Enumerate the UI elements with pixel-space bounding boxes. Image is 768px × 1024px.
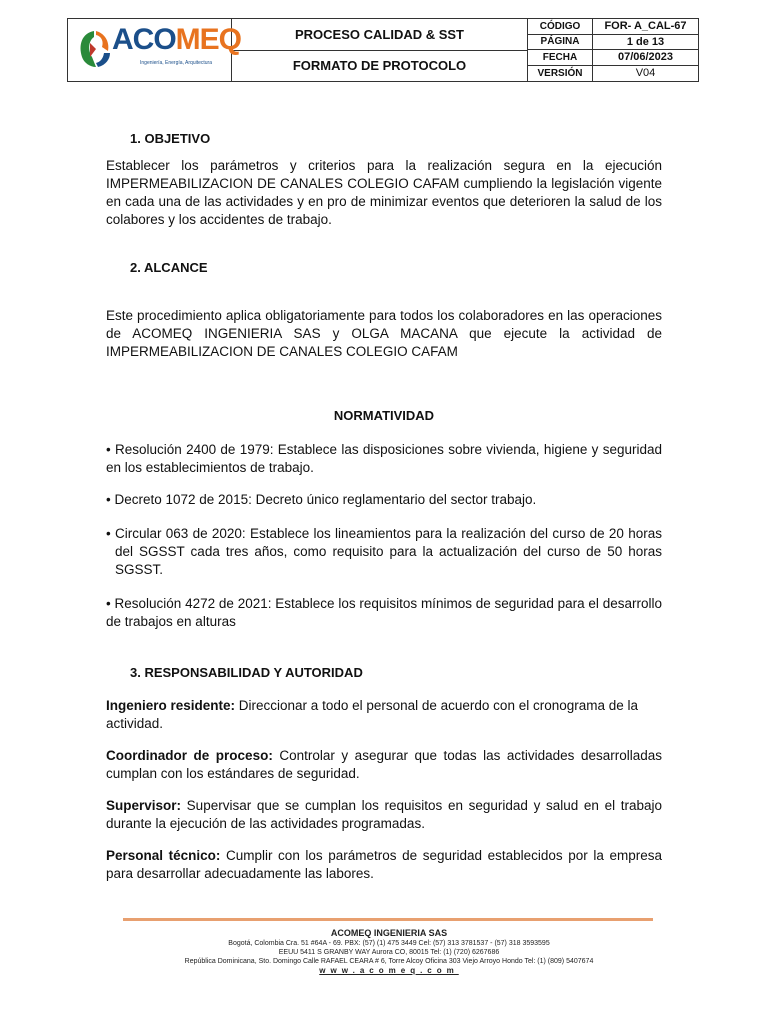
document-header xyxy=(67,18,699,82)
footer-address-eeuu: EEUU 5411 S GRANBY WAY Aurora CO, 80015 Tel: (1) (720) 6267686 xyxy=(278,949,500,956)
norma-item-3-bullet: • xyxy=(106,526,111,541)
document-info-table xyxy=(528,19,698,81)
norma-item-3: Circular 063 de 2020: Establece los lineamientos para la realización del curso de 20 horas del SGSST cada tres años, como requisito para la actualización del curso de 50 horas SGSST. xyxy=(115,526,662,577)
footer-divider xyxy=(123,918,653,921)
footer-company: ACOMEQ INGENIERIA SAS xyxy=(330,928,448,938)
norma-item-4: • Resolución 4272 de 2021: Establece los requisitos mínimos de seguridad para el desarrollo de trabajos en alturas xyxy=(106,596,662,629)
section-alcance-text: Este procedimiento aplica obligatoriamente para todos los colaboradores en las operaciones de ACOMEQ INGENIERIA SAS y OLGA MACANA que ejecute la actividad de IMPERMEABILIZACION DE CANALES COLEGIO CAFAM xyxy=(106,308,662,359)
codigo-label: CÓDIGO xyxy=(528,19,593,35)
codigo-value: FOR- A_CAL-67 xyxy=(593,19,698,35)
fecha-value: 07/06/2023 xyxy=(593,50,698,66)
header-title-process: PROCESO CALIDAD & SST xyxy=(232,19,527,51)
fecha-label: FECHA xyxy=(528,50,593,66)
resp-coordinador: Coordinador de proceso: Controlar y asegurar que todas las actividades desarrolladas cumplan con los estándares de seguridad. xyxy=(106,748,663,781)
footer-address-dominicana: República Dominicana, Sto. Domingo Calle RAFAEL CEARA # 6, Torre Alcoy Oficina 303 Viejo Arroyo Hondo Tel: (1) (809) 5407674 xyxy=(184,958,594,965)
logo-tagline: Ingeniería, Energía, Arquitectura xyxy=(140,60,212,66)
resp-personal-tecnico: Personal técnico: Cumplir con los parámetros de seguridad establecidos por la empresa para desarrollar adecuadamente las labores. xyxy=(106,848,662,881)
norma-item-2: • Decreto 1072 de 2015: Decreto único reglamentario del sector trabajo. xyxy=(106,492,537,507)
footer-website-link[interactable]: www.acomeq.com xyxy=(319,966,459,975)
footer-address-colombia: Bogotá, Colombia Cra. 51 #64A - 69. PBX: (57) (1) 475 3449 Cel: (57) 313 3781537 - (57) 318 3593595 xyxy=(228,940,550,947)
version-value: V04 xyxy=(635,67,656,80)
section-objetivo-text: Establecer los parámetros y criterios para la realización segura en la ejecución IMPERMEABILIZACION DE CANALES COLEGIO CAFAM cumpliendo la legislación vigente en cada una de las actividades y en pro de minimizar eventos que deterioren la salud de los colabores y los accidentes de trabajo. xyxy=(106,158,662,227)
pagina-value: 1 de 13 xyxy=(593,35,698,51)
version-label: VERSIÓN xyxy=(528,66,593,82)
page-footer xyxy=(100,928,678,975)
logo xyxy=(68,19,242,81)
pagina-label: PÁGINA xyxy=(528,35,593,51)
resp-ingeniero: Ingeniero residente: Direccionar a todo el personal de acuerdo con el cronograma de la actividad. xyxy=(106,698,639,731)
section-objetivo-title: 1. OBJETIVO xyxy=(130,131,211,146)
section-normatividad-title: NORMATIVIDAD xyxy=(333,408,435,423)
resp-supervisor: Supervisor: Supervisar que se cumplan los requisitos en seguridad y salud en el trabajo durante la ejecución de las actividades programadas. xyxy=(106,798,662,831)
section-responsabilidad-title: 3. RESPONSABILIDAD Y AUTORIDAD xyxy=(130,665,363,680)
section-alcance-title: 2. ALCANCE xyxy=(130,260,208,275)
logo-emblem-icon xyxy=(74,27,114,71)
header-title-format: FORMATO DE PROTOCOLO xyxy=(292,58,467,74)
logo-wordmark: ACOMEQ xyxy=(112,23,242,56)
norma-item-1: • Resolución 2400 de 1979: Establece las disposiciones sobre vivienda, higiene y seguridad en los establecimientos de trabajo. xyxy=(106,442,662,475)
